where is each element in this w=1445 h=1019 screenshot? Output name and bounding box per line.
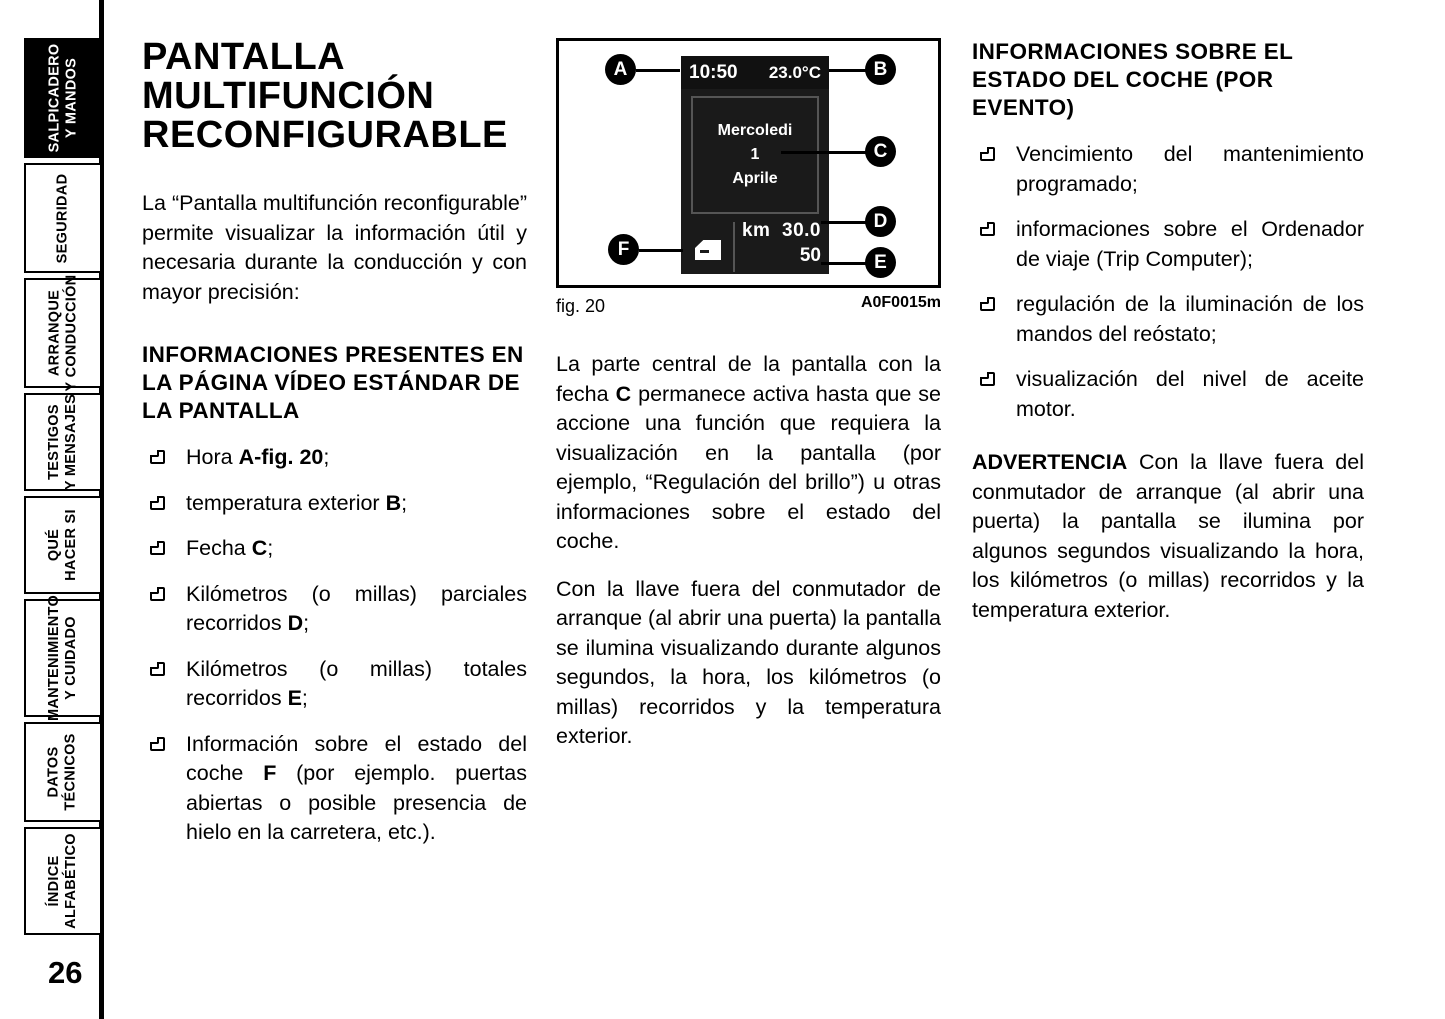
figure-code: A0F0015m <box>860 294 941 311</box>
sidebar-tab-label: DATOS TÉCNICOS <box>46 733 80 811</box>
bullet-square-icon <box>150 450 165 464</box>
sidebar-tab-datos-tecnicos[interactable] <box>24 722 100 822</box>
list-item <box>142 489 527 519</box>
display-trip-km: km 30.0 <box>741 220 821 241</box>
display-temperature: 23.0°C <box>768 62 821 82</box>
figure-caption: fig. 20 <box>556 296 606 316</box>
bullet-square-icon <box>150 737 165 751</box>
figure-20 <box>556 38 941 328</box>
list-item-text: temperatura exterior B; <box>186 490 408 515</box>
callout-d: D <box>865 206 896 237</box>
open-door-icon <box>695 240 721 260</box>
display-daynumber: 1 <box>750 146 760 163</box>
sidebar-tab-que-hacer-si[interactable] <box>24 496 100 594</box>
display-top-row <box>681 56 829 89</box>
sidebar-tab-salpicadero[interactable] <box>24 38 100 158</box>
sidebar-tab-label: SEGURIDAD <box>54 173 71 263</box>
column-left <box>142 38 527 864</box>
bullet-square-icon <box>980 297 995 311</box>
list-item <box>142 580 527 639</box>
sidebar-tab-seguridad[interactable] <box>24 163 100 273</box>
list-item-text: Fecha C; <box>186 536 274 560</box>
sidebar-tab-mantenimiento[interactable] <box>24 594 100 722</box>
sidebar-tab-label: TESTIGOS Y MENSAJES <box>46 393 79 491</box>
page-title: PANTALLA MULTIFUNCIÓN RECONFIGURABLE <box>142 36 508 156</box>
list-item-text: Información sobre el estado del coche F (por ejemplo. puertas abiertas o posible presencia de hielo en la carretera, etc.). <box>186 731 527 844</box>
bullet-square-icon <box>150 587 165 601</box>
list-item <box>972 140 1364 199</box>
list-item <box>972 365 1364 424</box>
bullet-square-icon <box>980 372 995 386</box>
display-total-km: 50 <box>799 245 821 266</box>
display-bottom-row <box>681 218 829 274</box>
bullet-square-icon <box>150 662 165 676</box>
callout-b: B <box>865 54 896 85</box>
callout-f: F <box>608 234 639 265</box>
vehicle-status-list <box>972 140 1364 424</box>
display-divider <box>733 222 735 272</box>
column-right <box>972 38 1364 625</box>
sidebar-tab-indice-alfabetico[interactable] <box>24 827 100 935</box>
figure-frame <box>556 38 941 288</box>
list-item <box>142 730 527 848</box>
bullet-square-icon <box>980 222 995 236</box>
list-item <box>142 655 527 714</box>
callout-a: A <box>605 54 636 85</box>
list-item-text: visualización del nivel de aceite motor. <box>1016 367 1364 421</box>
display-month: Aprile <box>732 170 778 187</box>
paragraph-key-out: Con la llave fuera del conmutador de arranque (al abrir una puerta) la pantalla se ilumina visualizando durante algunos segundos, la hora, los kilómetros (o millas) recorridos y la temperatura exterior. <box>556 576 941 748</box>
section-heading-informaciones-estandar: INFORMACIONES PRESENTES EN LA PÁGINA VÍDEO ESTÁNDAR DE LA PANTALLA <box>142 342 524 423</box>
warning-paragraph: ADVERTENCIA Con la llave fuera del conmutador de arranque (al abrir una puerta) la pantalla se ilumina por algunos segundos visualizando la hora, los kilómetros (o millas) recorridos y la temperatura exterior. <box>972 450 1364 622</box>
list-item-text: regulación de la iluminación de los mandos del reóstato; <box>1016 292 1364 346</box>
display-date-panel <box>691 96 819 214</box>
bullet-square-icon <box>980 147 995 161</box>
display-clock: 10:50 <box>689 61 738 83</box>
callout-e: E <box>865 247 896 278</box>
list-item <box>972 215 1364 274</box>
standard-info-list <box>142 443 527 848</box>
column-middle <box>556 38 941 752</box>
list-item <box>142 534 527 564</box>
sidebar-tab-testigos[interactable] <box>24 393 100 491</box>
display-weekday: Mercoledi <box>717 122 793 139</box>
instrument-display <box>681 56 829 274</box>
sidebar <box>0 0 104 1019</box>
bullet-square-icon <box>150 496 165 510</box>
section-heading-estado-coche: INFORMACIONES SOBRE EL ESTADO DEL COCHE (POR EVENTO) <box>972 39 1293 120</box>
leader-line-a <box>636 69 680 72</box>
sidebar-tab-arranque[interactable] <box>24 274 100 392</box>
leader-line-f <box>639 249 683 252</box>
sidebar-tab-label: MANTENIMIENTO Y CUIDADO <box>46 594 80 722</box>
paragraph-center-display: La parte central de la pantalla con la fecha C permanece activa hasta que se accione una función que requiera la visualización en la pantalla (por ejemplo, “Regulación del brillo”) u otras informaciones sobre el estado del coche. <box>556 352 941 553</box>
leader-line-c <box>781 151 877 154</box>
list-item-text: Kilómetros (o millas) totales recorridos E; <box>186 656 527 710</box>
sidebar-tab-label: ARRANQUE Y CONDUCCIÓN <box>46 274 79 392</box>
page-number: 26 <box>48 955 83 990</box>
sidebar-tab-label: SALPICADERO Y MANDOS <box>46 43 79 153</box>
list-item-text: Kilómetros (o millas) parciales recorridos D; <box>186 581 527 635</box>
list-item <box>972 290 1364 349</box>
intro-paragraph: La “Pantalla multifunción reconfigurable” permite visualizar la información útil y necesaria durante la conducción y con mayor precisión: <box>142 191 527 304</box>
list-item-text: Vencimiento del mantenimiento programado; <box>1016 142 1364 196</box>
sidebar-tab-label: ÍNDICE ALFABÉTICO <box>46 833 80 929</box>
callout-c: C <box>865 136 896 167</box>
sidebar-tab-label: QUÉ HACER SI <box>46 509 79 581</box>
bullet-square-icon <box>150 541 165 555</box>
list-item-text: informaciones sobre el Ordenador de viaje (Trip Computer); <box>1016 217 1364 271</box>
list-item-text: Hora A-fig. 20; <box>186 445 330 469</box>
list-item <box>142 443 527 473</box>
